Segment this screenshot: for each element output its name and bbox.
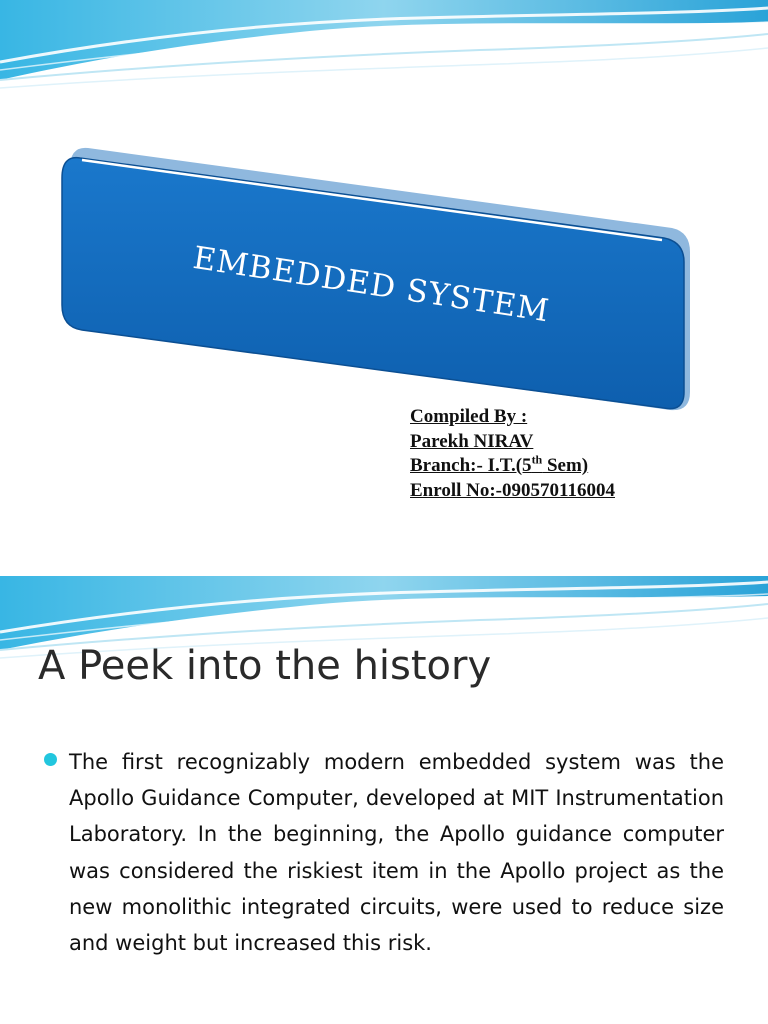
- branch-info: Branch:- I.T.(5th Sem): [410, 452, 589, 476]
- bullet-item: [44, 744, 724, 961]
- slide-heading: A Peek into the history: [38, 643, 492, 689]
- bullet-text: The first recognizably modern embedded system was the Apollo Guidance Computer, developed at MIT Instrumentation Laboratory. In the beginning, the Apollo guidance computer was considered the riskiest item in the Apollo project as the new monolithic integrated circuits, were used to reduce size and weight but increased this risk.: [69, 750, 724, 956]
- credits-block: [410, 405, 615, 503]
- author-name: Parekh NIRAV: [410, 430, 534, 452]
- presentation-title: EMBEDDED SYSTEM: [190, 240, 552, 330]
- compiled-by-label: Compiled By :: [410, 406, 528, 427]
- bullet-dot-icon: [44, 753, 57, 766]
- enroll-number: Enroll No:-090570116004: [410, 479, 615, 501]
- history-slide: [0, 576, 768, 1024]
